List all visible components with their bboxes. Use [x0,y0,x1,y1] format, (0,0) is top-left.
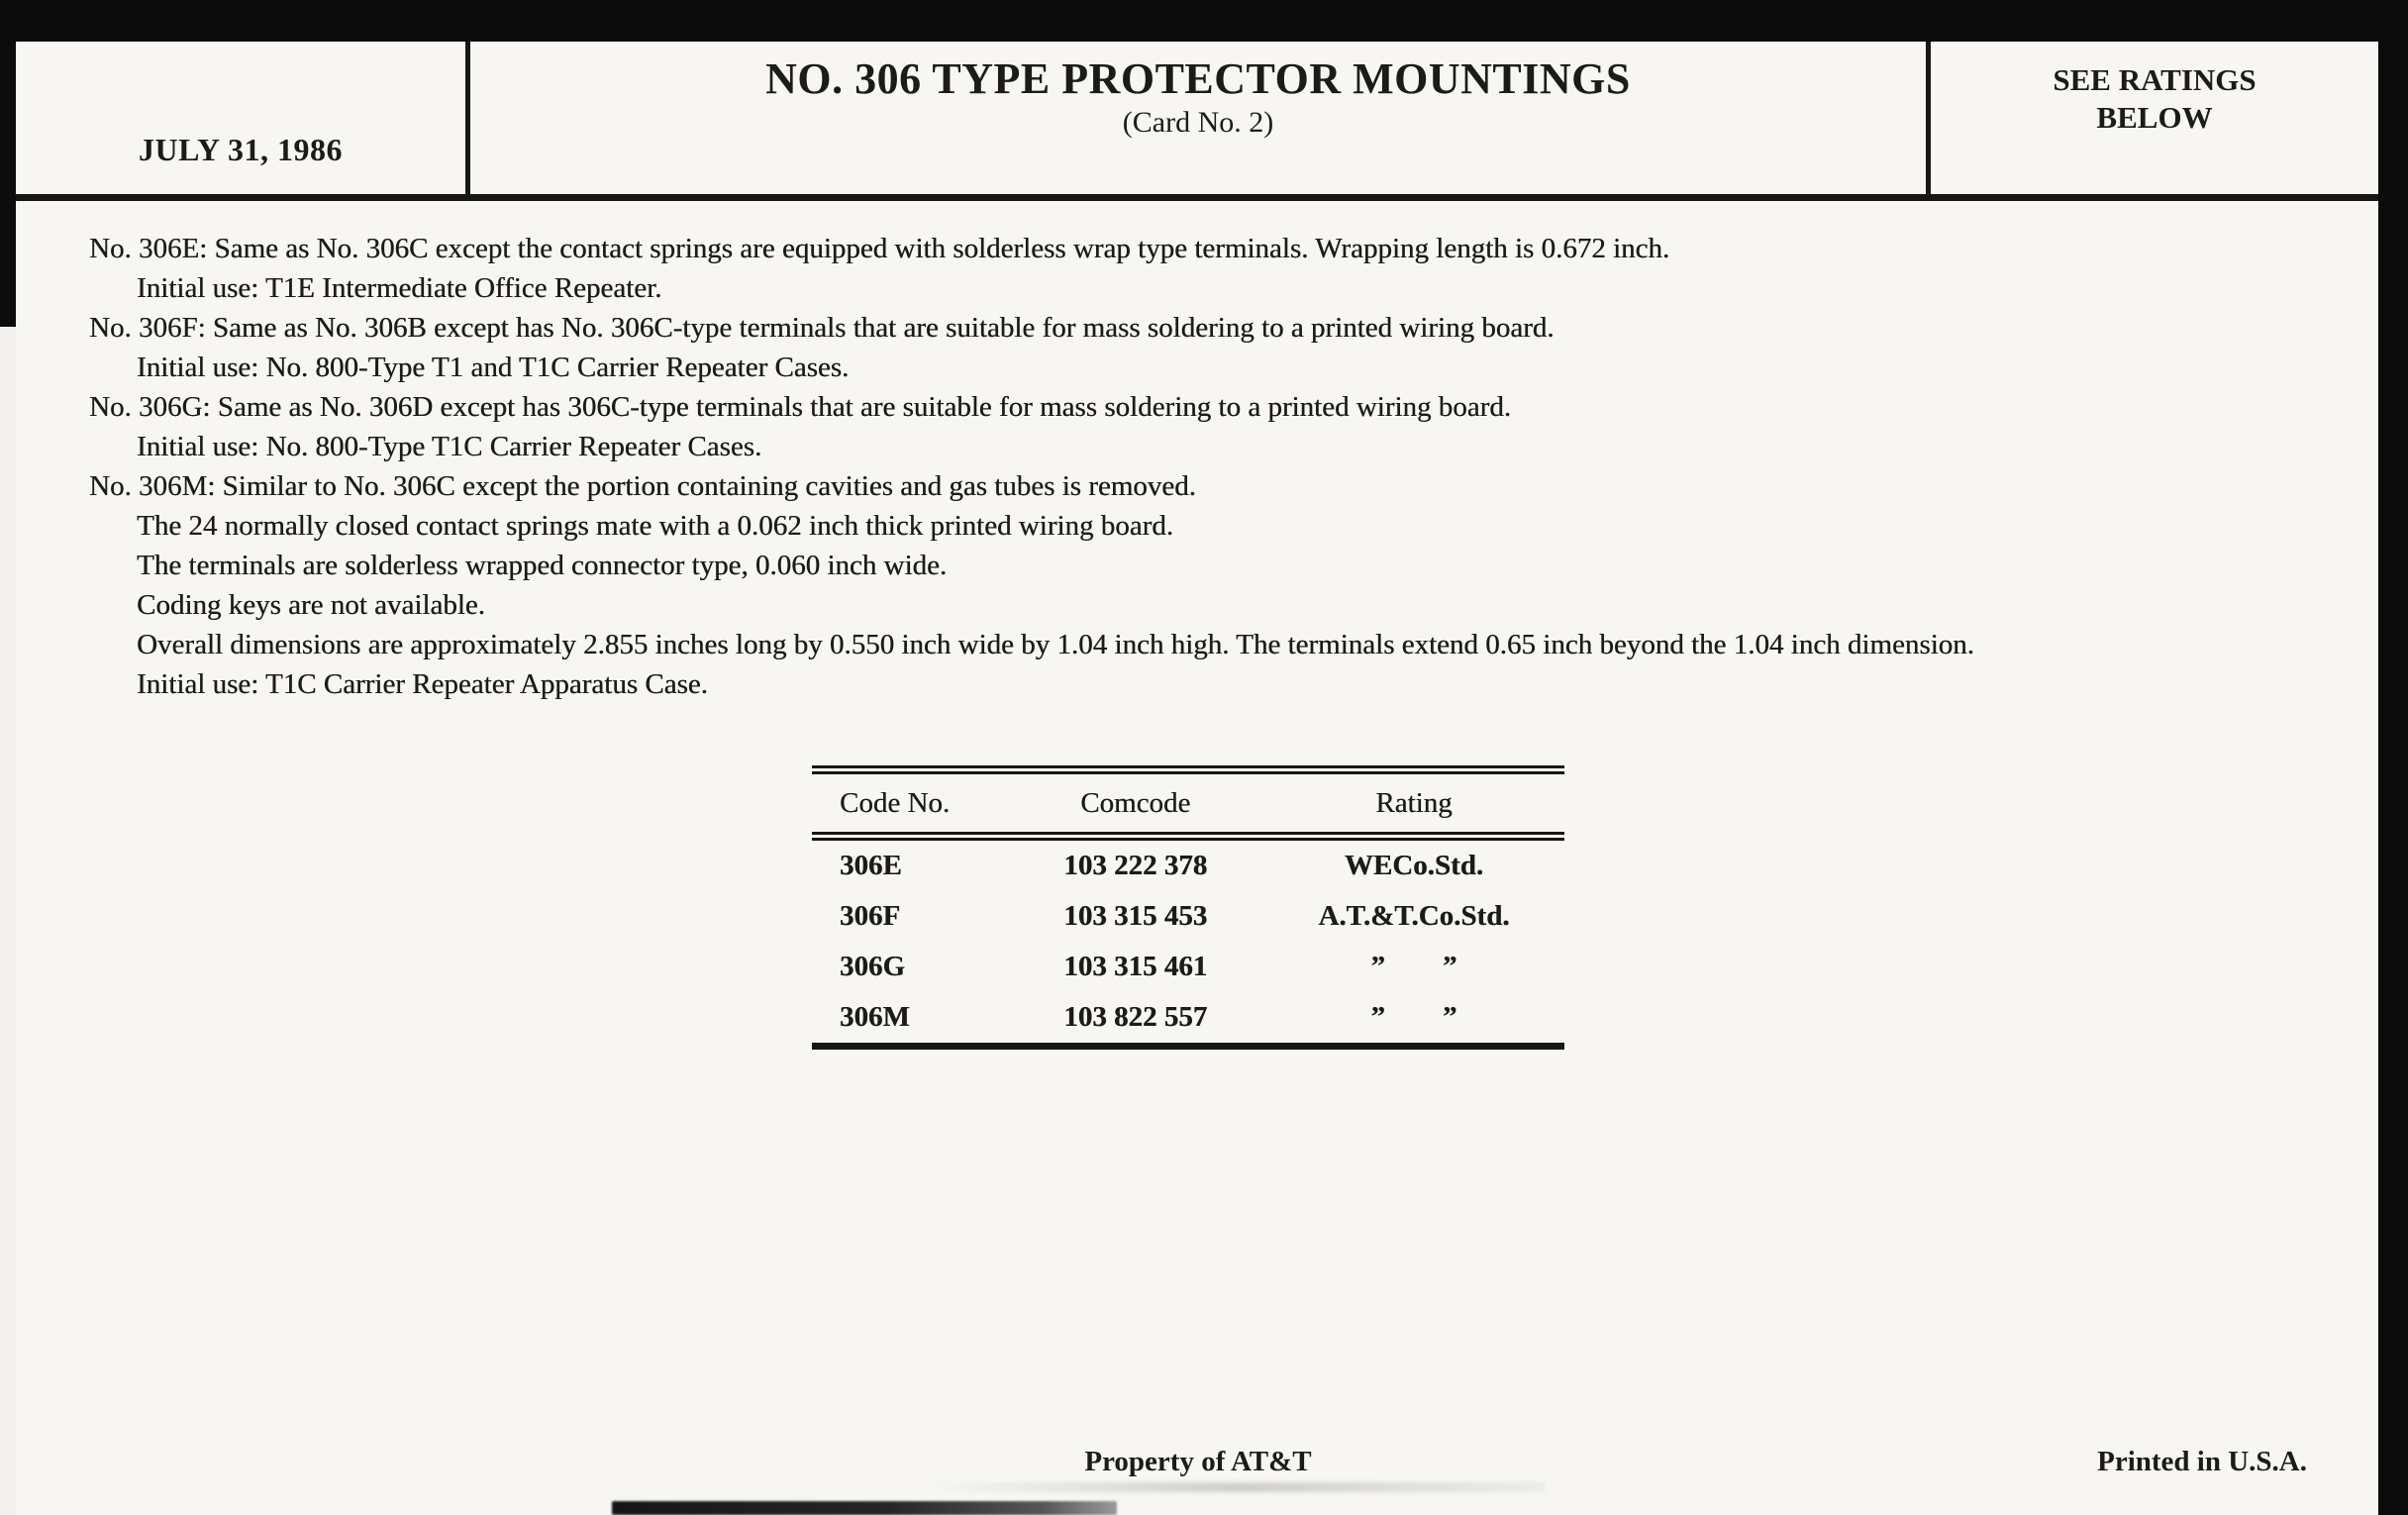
document-card [16,42,2378,1515]
paragraph-line: Overall dimensions are approximately 2.855 inches long by 0.550 inch wide by 1.04 inch high. The terminals extend 0.65 inch beyond the 1.04 inch dimension. [137,629,1974,660]
paragraph-line: Initial use: T1C Carrier Repeater Apparatus Case. [137,668,708,700]
header-date-cell [16,42,465,194]
table-body [812,837,1564,1047]
paragraph-line: No. 306G: Same as No. 306D except has 306C-type terminals that are suitable for mass soldering to a printed wiring board. [89,391,1511,423]
card-number-subtitle: (Card No. 2) [1122,106,1274,139]
paragraph-line: Coding keys are not available. [137,589,485,621]
table-cell-rating: ” ” [1370,951,1457,982]
table-row [812,891,1564,942]
header-title-cell [465,42,1931,194]
table-cell-code: 306M [840,1001,910,1033]
paragraph-line: No. 306E: Same as No. 306C except the contact springs are equipped with solderless wrap type terminals. Wrapping length is 0.672 inch. [89,233,1670,264]
table-row [812,992,1564,1047]
table-cell-comcode: 103 315 461 [1063,951,1208,982]
scan-ghost-text-faint [931,1482,1545,1492]
table-row [812,837,1564,892]
paragraph-line: No. 306M: Similar to No. 306C except the portion containing cavities and gas tubes is removed. [89,470,1196,502]
table-cell-code: 306E [840,850,902,881]
table-header-cell: Comcode [1008,770,1263,837]
table-cell-comcode: 103 315 453 [1063,900,1208,932]
paragraph-line: The terminals are solderless wrapped connector type, 0.060 inch wide. [137,550,948,581]
printed-notice: Printed in U.S.A. [2097,1446,2307,1477]
card-header [16,42,2378,201]
paragraph-line: No. 306F: Same as No. 306B except has No. 306C-type terminals that are suitable for mass soldering to a printed wiring board. [89,312,1555,344]
body-paragraphs [16,201,2378,704]
ratings-note: SEE RATINGS BELOW [2053,62,2257,135]
paragraph-line: Initial use: No. 800-Type T1C Carrier Repeater Cases. [137,431,762,462]
header-ratings-cell [1931,42,2378,194]
page-title: NO. 306 TYPE PROTECTOR MOUNTINGS [765,54,1631,103]
ratings-table [812,765,1564,1050]
table-header-cell: Rating [1263,770,1564,837]
property-notice: Property of AT&T [1084,1446,1312,1477]
paragraph-line: Initial use: T1E Intermediate Office Repeater. [137,272,662,304]
table-cell-rating: WECo.Std. [1344,850,1484,881]
table-cell-code: 306F [840,900,901,932]
table-cell-comcode: 103 822 557 [1063,1001,1208,1033]
paragraph-line: The 24 normally closed contact springs mate with a 0.062 inch thick printed wiring board. [137,510,1173,542]
table-header-row [812,770,1564,837]
scan-ghost-text-dark [612,1501,1117,1515]
paragraph-line: Initial use: No. 800-Type T1 and T1C Carrier Repeater Cases. [137,352,850,383]
date-label: JULY 31, 1986 [139,132,343,167]
table-cell-comcode: 103 222 378 [1063,850,1208,881]
table-cell-rating: ” ” [1370,1001,1457,1033]
table-cell-code: 306G [840,951,906,982]
paper-edge-left [0,327,16,1515]
table-header-cell: Code No. [812,770,1008,837]
card-footer [16,1446,2378,1485]
table-row [812,942,1564,992]
scan-edge-left [0,0,16,327]
table-cell-rating: A.T.&T.Co.Std. [1318,900,1510,932]
